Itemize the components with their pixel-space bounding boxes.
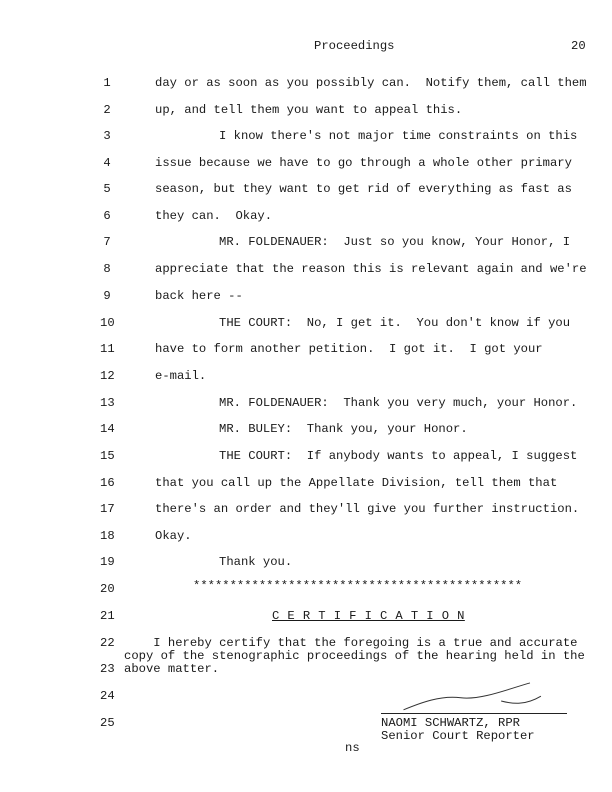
transcript-line: back here -- xyxy=(155,289,243,303)
line-number: 13 xyxy=(100,396,115,410)
line-number: 14 xyxy=(100,422,115,436)
transcript-line: season, but they want to get rid of everything as fast as xyxy=(155,182,572,196)
line-number: 4 xyxy=(103,156,111,170)
line-number: 25 xyxy=(100,716,115,730)
line-number: 8 xyxy=(103,262,111,276)
reporter-title: Senior Court Reporter xyxy=(381,729,535,743)
transcript-line: there's an order and they'll give you further instruction. xyxy=(155,502,580,516)
line-number: 15 xyxy=(100,449,115,463)
certification-text: above matter. xyxy=(124,662,220,676)
transcript-line: THE COURT: If anybody wants to appeal, I suggest xyxy=(219,449,578,463)
line-number: 19 xyxy=(100,555,115,569)
transcript-line: they can. Okay. xyxy=(155,209,273,223)
transcript-line: Okay. xyxy=(155,529,192,543)
transcript-line: I know there's not major time constraints on this xyxy=(219,129,578,143)
line-number: 5 xyxy=(103,182,111,196)
transcript-line: day or as soon as you possibly can. Notify them, call them xyxy=(155,76,587,90)
signature-flourish xyxy=(400,678,552,718)
certification-text: copy of the stenographic proceedings of the hearing held in the xyxy=(124,649,585,663)
reporter-name: NAOMI SCHWARTZ, RPR xyxy=(381,716,520,730)
transcript-line: MR. FOLDENAUER: Just so you know, Your Honor, I xyxy=(219,235,571,249)
line-number: 18 xyxy=(100,529,115,543)
separator-asterisks: ********************************************* xyxy=(193,579,523,593)
line-number: 3 xyxy=(103,129,111,143)
line-number: 7 xyxy=(103,235,111,249)
transcript-line: Thank you. xyxy=(219,555,293,569)
signature-line xyxy=(381,713,567,714)
line-number: 24 xyxy=(100,689,115,703)
line-number: 20 xyxy=(100,582,115,596)
header-title: Proceedings xyxy=(314,39,395,53)
transcript-line: issue because we have to go through a whole other primary xyxy=(155,156,572,170)
transcript-line: e-mail. xyxy=(155,369,207,383)
line-number: 23 xyxy=(100,662,115,676)
line-number: 16 xyxy=(100,476,115,490)
line-number: 6 xyxy=(103,209,111,223)
line-number: 2 xyxy=(103,103,111,117)
page-number: 20 xyxy=(571,39,586,53)
transcript-line: MR. FOLDENAUER: Thank you very much, your Honor. xyxy=(219,396,578,410)
transcript-line: appreciate that the reason this is relevant again and we're xyxy=(155,262,587,276)
certification-text: I hereby certify that the foregoing is a true and accurate xyxy=(124,636,578,650)
transcript-line: MR. BULEY: Thank you, your Honor. xyxy=(219,422,468,436)
certification-heading: C E R T I F I C A T I O N xyxy=(272,609,465,623)
transcript-line: THE COURT: No, I get it. You don't know if you xyxy=(219,316,571,330)
footer-initials: ns xyxy=(345,741,360,755)
transcript-line: up, and tell them you want to appeal this. xyxy=(155,103,463,117)
line-number: 11 xyxy=(100,342,115,356)
line-number: 22 xyxy=(100,636,115,650)
line-number: 10 xyxy=(100,316,115,330)
line-number: 1 xyxy=(103,76,111,90)
line-number: 9 xyxy=(103,289,111,303)
transcript-line: that you call up the Appellate Division, tell them that xyxy=(155,476,558,490)
transcript-line: have to form another petition. I got it. I got your xyxy=(155,342,543,356)
line-number: 21 xyxy=(100,609,115,623)
line-number: 17 xyxy=(100,502,115,516)
line-number: 12 xyxy=(100,369,115,383)
